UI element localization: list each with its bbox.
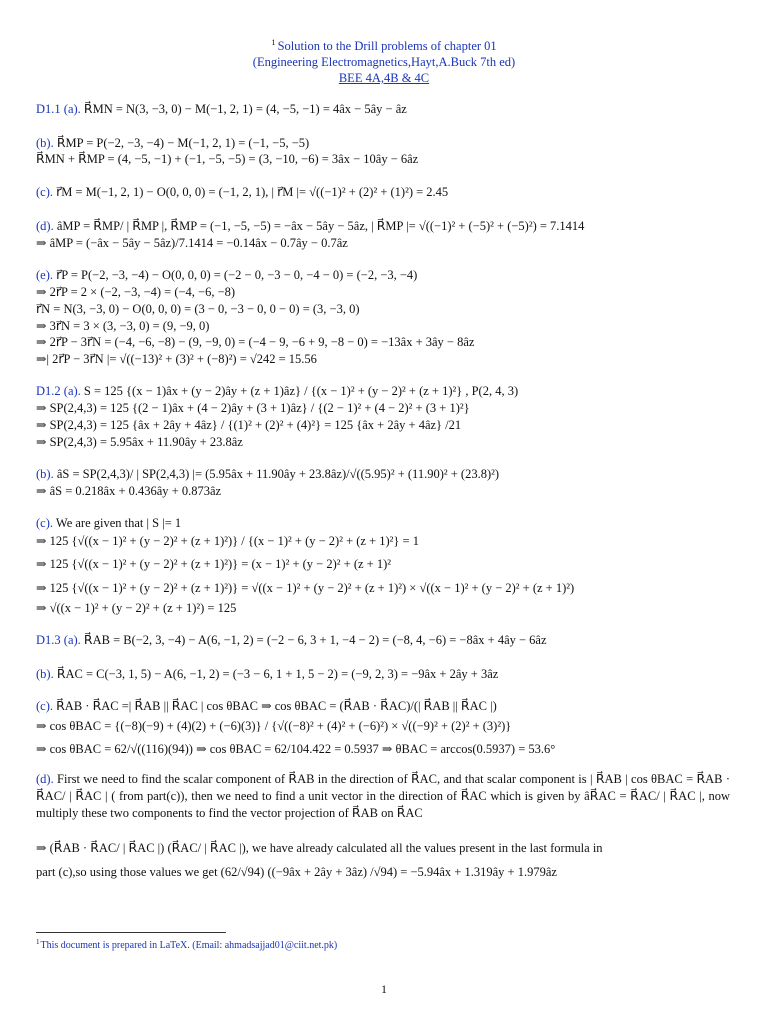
d13-c1: (c). R⃗AB · R⃗AC =| R⃗AB || R⃗AC | cos θBAC ⇒ cos θBAC = (R⃗AB · R⃗AC)/(| R⃗AB || R⃗AC |): [36, 699, 497, 713]
d11-c: (c). r⃗M = M(−1, 2, 1) − O(0, 0, 0) = (−1, 2, 1), | r⃗M |= √((−1)² + (2)² + (1)²) = 2.45: [36, 185, 449, 199]
d12-a4: ⇒ SP(2,4,3) = 5.95âx + 11.90ây + 23.8âz: [36, 435, 243, 449]
d12-a1: D1.2 (a). S = 125 {(x − 1)âx + (y − 2)ây + (z + 1)âz} / {(x − 1)² + (y − 2)² + (z + 1)²} , P(2, 4, 3): [36, 384, 519, 398]
d12-b1: (b). âS = SP(2,4,3)/ | SP(2,4,3) |= (5.95âx + 11.90ây + 23.8âz)/√((5.95)² + (11.90)² + (23.8)²): [36, 467, 500, 481]
d12-b2: ⇒ âS = 0.218âx + 0.436ây + 0.873âz: [36, 484, 222, 498]
d11-e5: ⇒ 2r⃗P − 3r⃗N = (−4, −6, −8) − (9, −9, 0) = (−4 − 9, −6 + 9, −8 − 0) = −13âx + 3ây − 8âz: [36, 335, 475, 349]
document-header: [0, 34, 768, 86]
d13-d-paragraph: (d). First we need to find the scalar component of R⃗AB in the direction of R⃗AC, and that scalar component is | R⃗AB | cos θBAC = R⃗AB · R⃗AC/ | R⃗AC | ( from part(c)), then we need to find a unit vector in the direction of R⃗AC which is given by âR⃗AC = R⃗AC/ | R⃗AC |, now multiply these two components to find the vector projection of R⃗AB on R⃗AC: [36, 772, 730, 820]
footnote-rule: [36, 932, 226, 933]
d11-e6: ⇒| 2r⃗P − 3r⃗N |= √((−13)² + (3)² + (−8)²) = √242 = 15.56: [36, 352, 317, 366]
d13-c3: ⇒ cos θBAC = 62/√((116)(94)) ⇒ cos θBAC = 62/104.422 = 0.5937 ⇒ θBAC = arccos(0.5937) = 53.6°: [36, 742, 556, 756]
d13-c2: ⇒ cos θBAC = {(−8)(−9) + (4)(2) + (−6)(3)} / {√((−8)² + (4)² + (−6)²) × √((−9)² + (2)² + (3)²)}: [36, 719, 512, 733]
footnote-text: This document is prepared in LaTeX. (Email: ahmadsajjad01@ciit.net.pk): [40, 940, 338, 951]
d13-d2: ⇒ (R⃗AB · R⃗AC/ | R⃗AC |) (R⃗AC/ | R⃗AC |), we have already calculated all the values present in the last formula in: [36, 841, 603, 855]
d11-d1: (d). âMP = R⃗MP/ | R⃗MP |, R⃗MP = (−1, −5, −5) = −âx − 5ây − 5âz, | R⃗MP |= √((−1)² + (−5)² + (−5)²) = 7.1414: [36, 219, 585, 233]
footnote: [36, 936, 337, 952]
d12-c3: ⇒ 125 {√((x − 1)² + (y − 2)² + (z + 1)²)} = (x − 1)² + (y − 2)² + (z + 1)²: [36, 557, 391, 571]
footnote-number: 1: [36, 938, 40, 946]
d12-a2: ⇒ SP(2,4,3) = 125 {(2 − 1)âx + (4 − 2)ây + (3 + 1)âz} / {(2 − 1)² + (4 − 2)² + (3 + 1)²}: [36, 401, 470, 415]
header-title-line: $^1$ Solution to the Drill problems of chapter 01: [271, 37, 497, 53]
d11-e4: ⇒ 3r⃗N = 3 × (3, −3, 0) = (9, −9, 0): [36, 319, 210, 333]
d12-c4: ⇒ 125 {√((x − 1)² + (y − 2)² + (z + 1)²)} = √((x − 1)² + (y − 2)² + (z + 1)²) × √((x − 1)² + (y − 2)² + (z + 1)²): [36, 581, 575, 595]
d13-a: D1.3 (a). R⃗AB = B(−2, 3, −4) − A(6, −1, 2) = (−2 − 6, 3 + 1, −4 − 2) = (−8, 4, −6) = −8âx + 4ây − 6âz: [36, 633, 547, 647]
d12-c5: ⇒ √((x − 1)² + (y − 2)² + (z + 1)²) = 125: [36, 601, 237, 615]
d12-a3: ⇒ SP(2,4,3) = 125 {âx + 2ây + 4âz} / {(1)² + (2)² + (4)²} = 125 {âx + 2ây + 4âz} /21: [36, 418, 462, 432]
d11-d2: ⇒ âMP = (−âx − 5ây − 5âz)/7.1414 = −0.14âx − 0.7ây − 0.7âz: [36, 236, 348, 250]
d13-d3: part (c),so using those values we get (62/√94) ((−9âx + 2ây + 3âz) /√94) = −5.94âx + 1.319ây + 1.979âz: [36, 865, 557, 879]
d11-b1: (b). R⃗MP = P(−2, −3, −4) − M(−1, 2, 1) = (−1, −5, −5): [36, 136, 310, 150]
d12-c2: ⇒ 125 {√((x − 1)² + (y − 2)² + (z + 1)²)} / {(x − 1)² + (y − 2)² + (z + 1)²} = 1: [36, 534, 419, 548]
d11-a: D1.1 (a). R⃗MN = N(3, −3, 0) − M(−1, 2, 1) = (4, −5, −1) = 4âx − 5ây − âz: [36, 102, 407, 116]
d11-e2: ⇒ 2r⃗P = 2 × (−2, −3, −4) = (−4, −6, −8): [36, 285, 236, 299]
header-class-line: BEE 4A,4B & 4C: [338, 71, 430, 85]
d11-b2: R⃗MN + R⃗MP = (4, −5, −1) + (−1, −5, −5) = (3, −10, −6) = 3âx − 10ây − 6âz: [36, 152, 419, 166]
d11-e3: r⃗N = N(3, −3, 0) − O(0, 0, 0) = (3 − 0, −3 − 0, 0 − 0) = (3, −3, 0): [36, 302, 360, 316]
page-number: 1: [381, 982, 387, 996]
d13-b: (b). R⃗AC = C(−3, 1, 5) − A(6, −1, 2) = (−3 − 6, 1 + 1, 5 − 2) = (−9, 2, 3) = −9âx + 2ây + 3âz: [36, 667, 499, 681]
footnote-mark: 1: [271, 37, 276, 47]
d12-c1: (c). We are given that | S |= 1: [36, 516, 182, 530]
header-book-line: (Engineering Electromagnetics,Hayt,A.Buck 7th ed): [252, 55, 516, 69]
d11-e1: (e). r⃗P = P(−2, −3, −4) − O(0, 0, 0) = (−2 − 0, −3 − 0, −4 − 0) = (−2, −3, −4): [36, 268, 418, 282]
